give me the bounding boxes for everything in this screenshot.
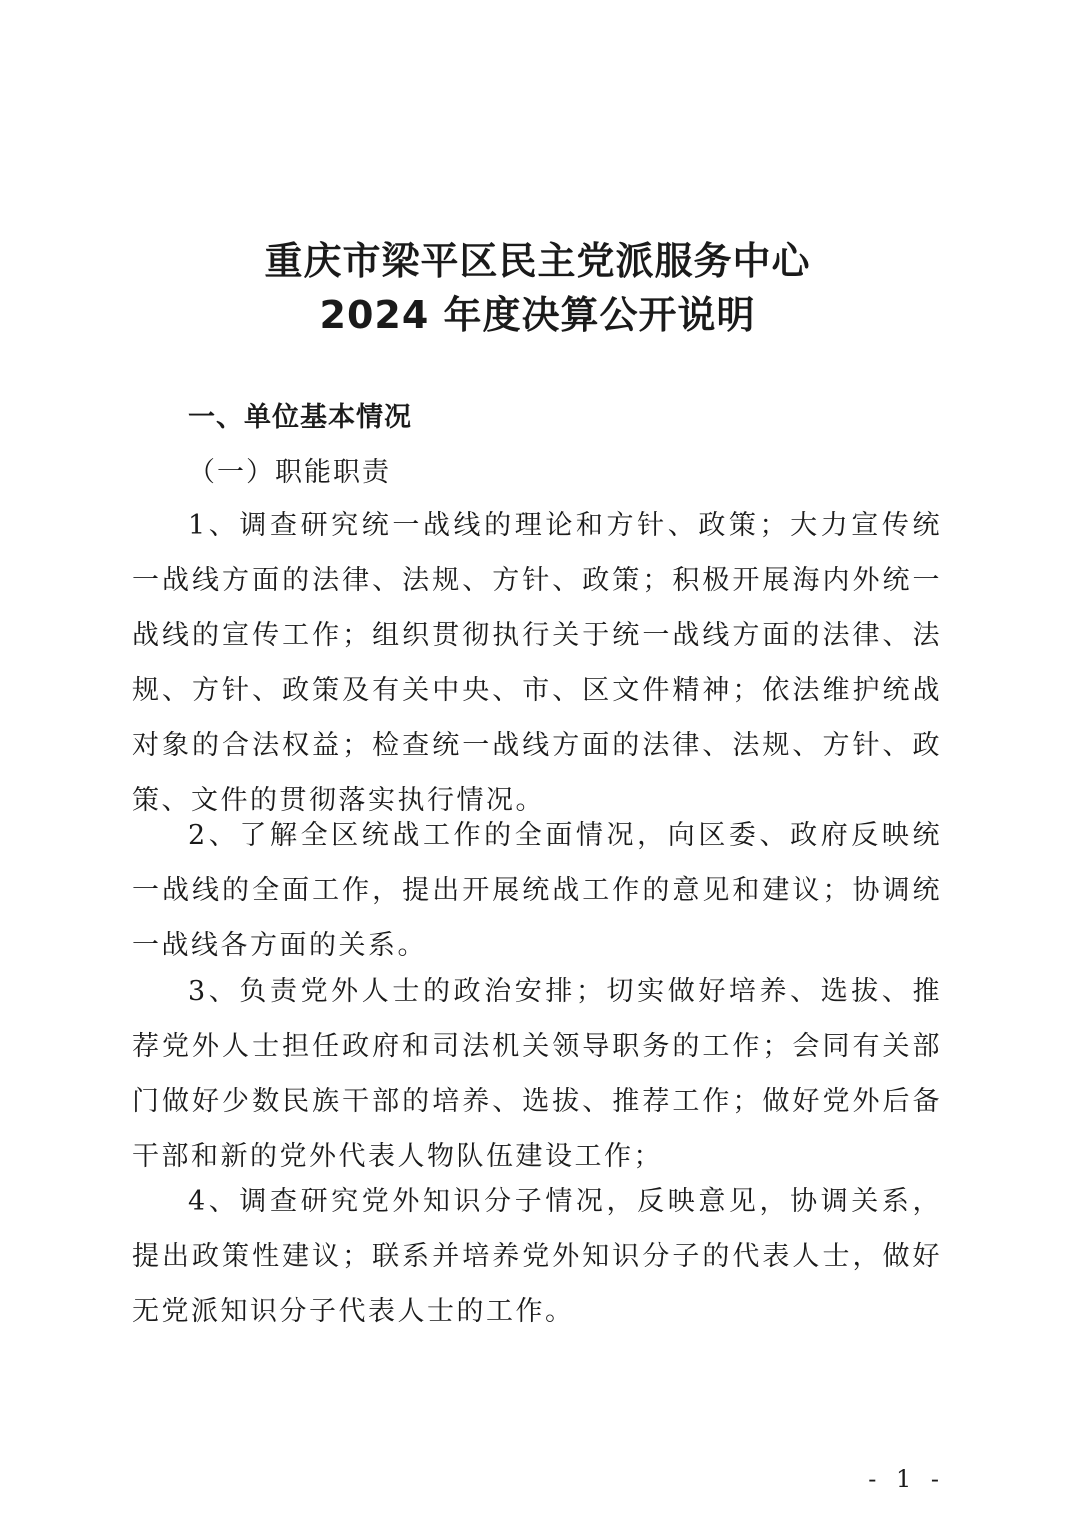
section-heading: 一、单位基本情况 bbox=[188, 402, 412, 433]
document-title-line2: 2024 年度决算公开说明 bbox=[319, 293, 756, 337]
paragraph-1: 1、调查研究统一战线的理论和方针、政策；大力宣传统一战线方面的法律、法规、方针、政策；积极开展海内外统一战线的宣传工作；组织贯彻执行关于统一战线方面的法律、法规、方针、政策及有关中央、市、区文件精神；依法维护统战对象的合法权益；检查统一战线方面的法律、法规、方针、政策、文件的贯彻落实执行情况。 bbox=[132, 510, 942, 816]
paragraph-3: 3、负责党外人士的政治安排；切实做好培养、选拔、推荐党外人士担任政府和司法机关领导职务的工作；会同有关部门做好少数民族干部的培养、选拔、推荐工作；做好党外后备干部和新的党外代表人物队伍建设工作； bbox=[132, 976, 942, 1172]
document-title-line1: 重庆市梁平区民主党派服务中心 bbox=[264, 239, 811, 283]
subsection-heading: （一）职能职责 bbox=[188, 457, 391, 488]
paragraph-4: 4、调查研究党外知识分子情况，反映意见，协调关系，提出政策性建议；联系并培养党外知识分子的代表人士，做好无党派知识分子代表人士的工作。 bbox=[132, 1186, 942, 1327]
page-number: - 1 - bbox=[868, 1465, 945, 1493]
paragraph-2: 2、了解全区统战工作的全面情况，向区委、政府反映统一战线的全面工作，提出开展统战工作的意见和建议；协调统一战线各方面的关系。 bbox=[132, 820, 942, 961]
